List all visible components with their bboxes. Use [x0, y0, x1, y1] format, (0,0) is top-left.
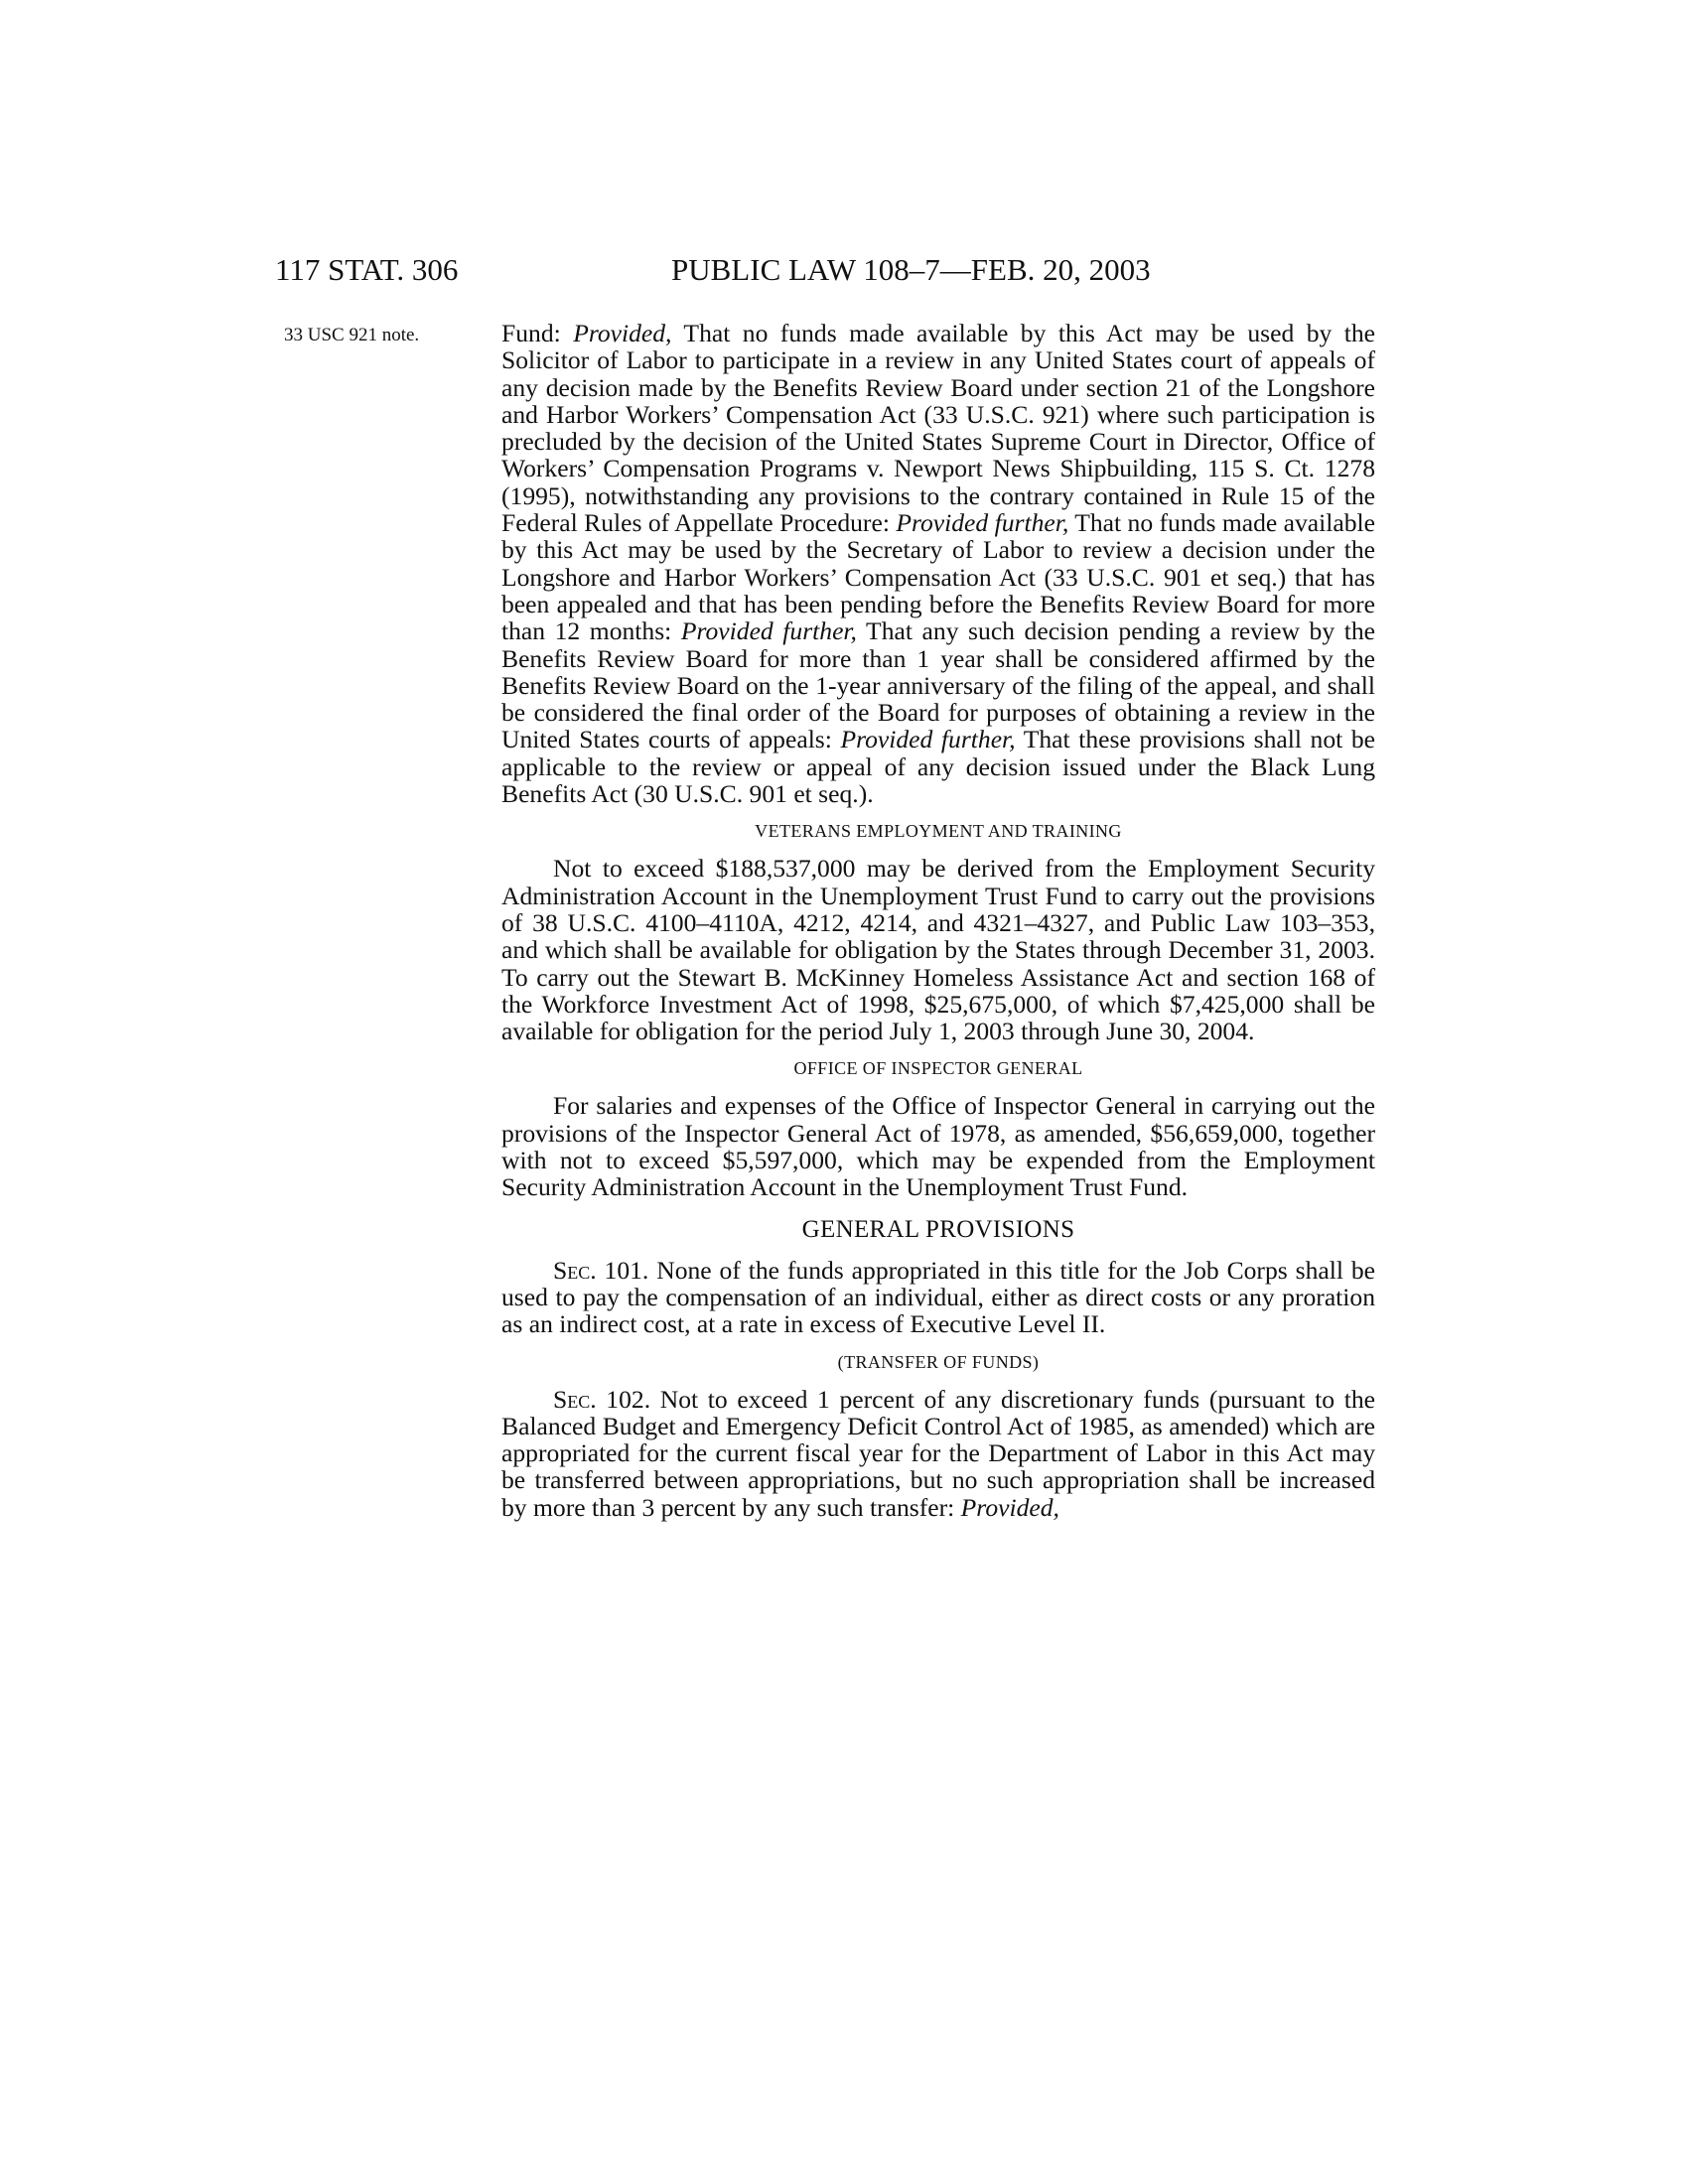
running-head: PUBLIC LAW 108–7—FEB. 20, 2003	[671, 252, 1151, 287]
italic-proviso: Provided further,	[840, 725, 1016, 754]
paragraph-sec-101	[501, 1257, 1375, 1338]
text-run: That no funds made available by this Act may be used by the Solicitor of Labor to participate in a review in any United States court of appeals of any decision made by the Benefits Review Board under section 21 of the Longshore and Harbor Workers’ Compensation Act (33 U.S.C. 921) where such participation is precluded by the decision of the United States Supreme Court in Director, Office of Workers’ Compensation Programs v. Newport News Shipbuilding, 115 S. Ct. 1278 (1995), notwithstanding any provisions to the contrary contained in Rule 15 of the Federal Rules of Appellate Procedure:	[501, 319, 1376, 538]
paragraph-fund-provisos	[501, 320, 1375, 807]
paragraph-sec-102	[501, 1386, 1375, 1521]
text-run: 102. Not to exceed 1 percent of any discretionary funds (pursuant to the Balanced Budget and Emergency Deficit Control Act of 1985, as amended) which are appropriated for the current fiscal year for the Department of Labor in this Act may be transferred between appropriations, but no such appropriation shall be increased by more than 3 percent by any such transfer:	[501, 1384, 1375, 1522]
italic-proviso: Provided,	[573, 319, 672, 347]
paragraph-inspector-general: For salaries and expenses of the Office of Inspector General in carrying out the provisions of the Inspector General Act of 1978, as amended, $56,659,000, together with not to exceed $5,597,000, which may be expended from the Employment Security Administration Account in the Unemployment Trust Fund.	[501, 1091, 1375, 1202]
text-run: That no funds made available by this Act may be used by the Secretary of Labor to review a decision under the Longshore and Harbor Workers’ Compensation Act (33 U.S.C. 901 et seq.) that has been appealed and that has been pending before the Benefits Review Board for more than 12 months:	[501, 508, 1376, 646]
section-label: Sec.	[553, 1384, 597, 1414]
paragraph-veterans-employment: Not to exceed $188,537,000 may be derived from the Employment Security Administration Account in the Unemployment Trust Fund to carry out the provisions of 38 U.S.C. 4100–4110A, 4212, 4214, and 4321–4327, and Public Law 103–353, and which shall be available for obligation by the States through December 31, 2003. To carry out the Stewart B. McKinney Homeless Assistance Act and section 168 of the Workforce Investment Act of 1998, $25,675,000, of which $7,425,000 shall be available for obligation for the period July 1, 2003 through June 30, 2004.	[501, 854, 1375, 1046]
text-run: 101. None of the funds appropriated in this title for the Job Corps shall be used to pay the compensation of an individual, either as direct costs or any proration as an indirect cost, at a rate in excess of Executive Level II.	[501, 1255, 1375, 1339]
text-run: That these provisions shall not be applicable to the review or appeal of any decision issued under the Black Lung Benefits Act (30 U.S.C. 901 et seq.).	[501, 725, 1376, 809]
italic-proviso: Provided,	[960, 1492, 1059, 1522]
document-body	[501, 320, 1375, 1521]
italic-proviso: Provided further,	[680, 616, 857, 646]
italic-proviso: Provided further,	[896, 508, 1069, 538]
section-label: Sec.	[553, 1255, 597, 1285]
heading-veterans-employment: VETERANS EMPLOYMENT AND TRAINING	[755, 821, 1122, 842]
heading-transfer-of-funds: (TRANSFER OF FUNDS)	[837, 1351, 1040, 1372]
heading-inspector-general: OFFICE OF INSPECTOR GENERAL	[793, 1058, 1083, 1079]
heading-general-provisions: GENERAL PROVISIONS	[801, 1215, 1075, 1243]
margin-note: 33 USC 921 note.	[284, 325, 420, 345]
text-run: That any such decision pending a review by the Benefits Review Board for more than 1 year shall be considered affirmed by the Benefits Review Board on the 1-year anniversary of the filing of the appeal, and shall be considered the final order of the Board for purposes of obtaining a review in the United States courts of appeals:	[501, 616, 1375, 754]
text-run: Fund:	[501, 319, 574, 347]
page-stat-citation: 117 STAT. 306	[275, 252, 459, 287]
